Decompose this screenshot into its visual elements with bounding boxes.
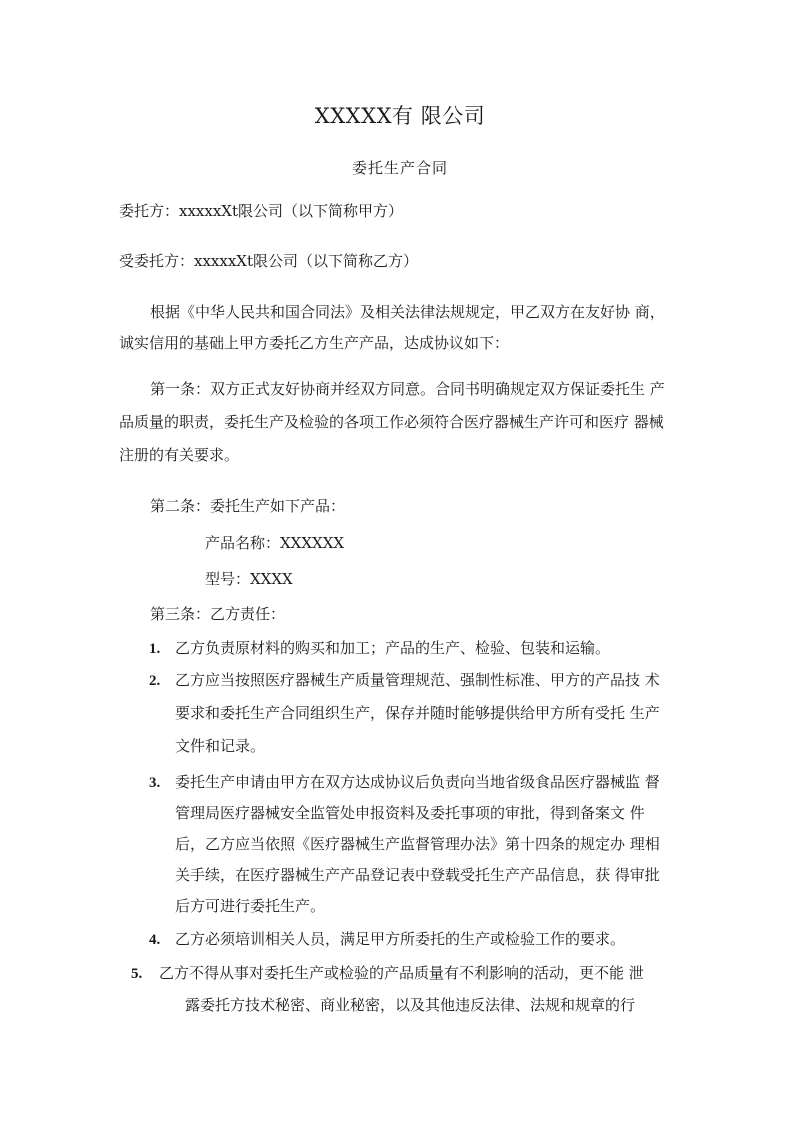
- company-title: XXXXX有 限公司: [314, 104, 486, 128]
- article-1-line: 品质量的职责，委托生产及检验的各项工作必须符合医疗器械生产许可和医疗 器械: [119, 413, 664, 431]
- list-item-line: 文件和记录。: [175, 737, 266, 755]
- list-item-line: 露委托方技术秘密、商业秘密，以及其他违反法律、法规和规章的行: [185, 996, 636, 1014]
- list-item-line: 乙方必须培训相关人员，满足甲方所委托的生产或检验工作的要求。: [175, 930, 626, 948]
- article-2-heading: 第二条：委托生产如下产品：: [150, 497, 346, 515]
- preamble-line: 根据《中华人民共和国合同法》及相关法律法规规定，甲乙双方在友好协 商，: [150, 303, 665, 321]
- list-number: 3.: [149, 775, 161, 791]
- list-number: 2.: [149, 673, 161, 689]
- article-1-line: 第一条：双方正式友好协商并经双方同意。合同书明确规定双方保证委托生 产: [150, 380, 665, 398]
- product-name-line: 产品名称：XXXXXX: [205, 534, 345, 552]
- list-item-line: 后方可进行委托生产。: [175, 897, 326, 915]
- party-a-line: 委托方：xxxxxXt限公司（以下简称甲方）: [119, 202, 404, 220]
- list-item-line: 乙方负责原材料的购买和加工；产品的生产、检验、包装和运输。: [175, 639, 611, 657]
- party-b-line: 受委托方：xxxxxXt限公司（以下简称乙方）: [119, 252, 419, 270]
- article-3-heading: 第三条：乙方责任：: [150, 605, 286, 623]
- preamble-line: 诚实信用的基础上甲方委托乙方生产产品，达成协议如下：: [119, 334, 510, 352]
- article-1-line: 注册的有关要求。: [119, 446, 240, 464]
- product-model-line: 型号：XXXX: [205, 570, 293, 588]
- list-item-line: 管理局医疗器械安全监管处申报资料及委托事项的审批，得到备案文 件: [175, 804, 645, 822]
- list-item-line: 乙方不得从事对委托生产或检验的产品质量有不利影响的活动，更不能 泄: [159, 964, 644, 982]
- list-number: 5.: [131, 966, 143, 982]
- contract-subtitle: 委托生产合同: [351, 159, 448, 177]
- list-item-line: 关手续，在医疗器械生产产品登记表中登载受托生产产品信息，获 得审批: [175, 866, 660, 884]
- list-number: 1.: [149, 641, 161, 657]
- list-number: 4.: [149, 932, 161, 948]
- list-item-line: 后，乙方应当依照《医疗器械生产监督管理办法》第十四条的规定办 理相: [175, 835, 660, 853]
- list-item-line: 委托生产申请由甲方在双方达成协议后负责向当地省级食品医疗器械监 督: [175, 773, 660, 791]
- list-item-line: 要求和委托生产合同组织生产，保存并随时能够提供给甲方所有受托 生产: [175, 704, 660, 722]
- list-item-line: 乙方应当按照医疗器械生产质量管理规范、强制性标准、甲方的产品技 术: [175, 671, 660, 689]
